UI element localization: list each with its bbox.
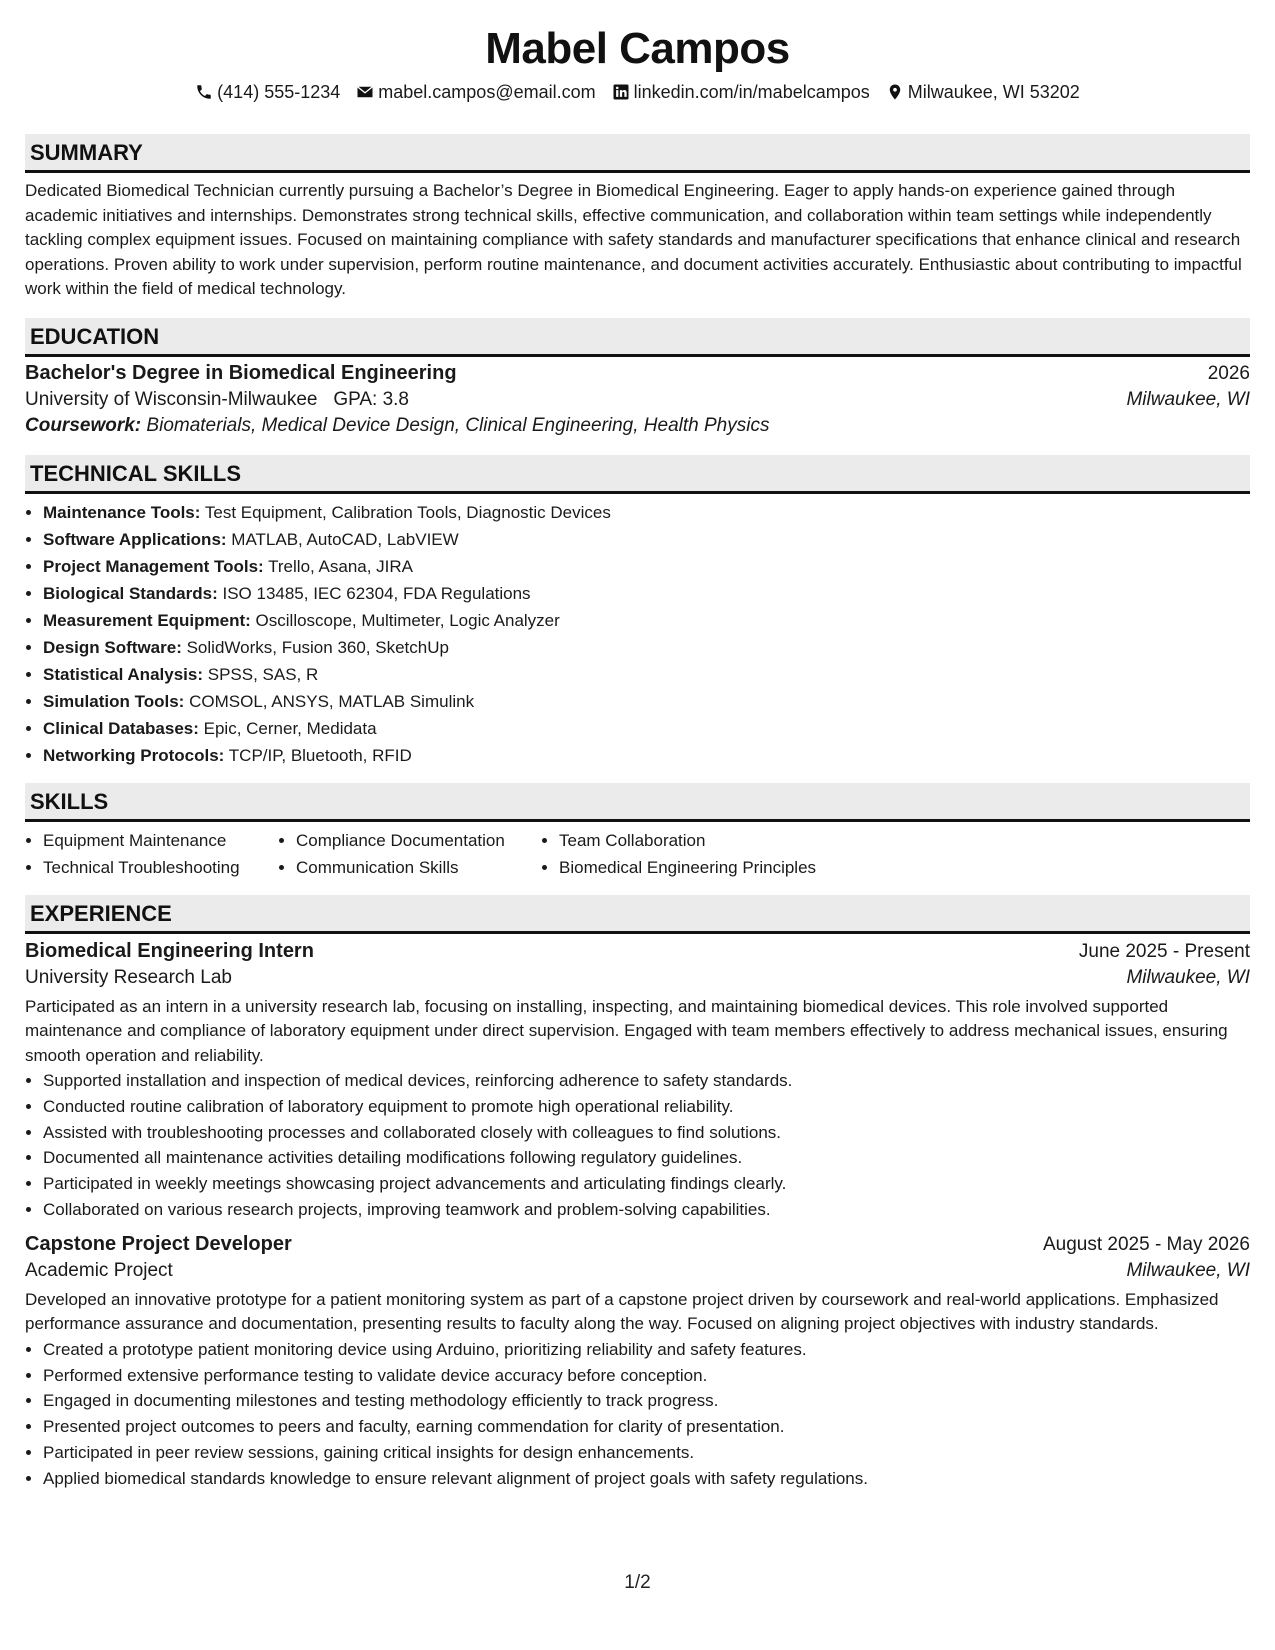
list-item: [43, 688, 1250, 715]
skill-label: Simulation Tools:: [43, 691, 185, 711]
coursework-list: Biomaterials, Medical Device Design, Clinical Engineering, Health Physics: [146, 414, 770, 436]
skill-value: SolidWorks, Fusion 360, SketchUp: [186, 637, 449, 657]
list-item: • Biomedical Engineering Principles: [559, 854, 816, 881]
list-item: • Documented all maintenance activities detailing modifications following regulatory guidelines.: [43, 1145, 1250, 1171]
skill-value: ISO 13485, IEC 62304, FDA Regulations: [222, 583, 531, 603]
job-bullets: [25, 1337, 1250, 1492]
list-item: • Performed extensive performance testing to validate device accuracy before conception.: [43, 1363, 1250, 1389]
resume-page: [25, 0, 1250, 1492]
skill-value: MATLAB, AutoCAD, LabVIEW: [231, 529, 459, 549]
skill-value: TCP/IP, Bluetooth, RFID: [228, 745, 412, 765]
degree-year: 2026: [1207, 362, 1250, 384]
phone-text: (414) 555-1234: [217, 82, 341, 102]
list-item: • Applied biomedical standards knowledge to ensure relevant alignment of project goals with safety regulations.: [43, 1466, 1250, 1492]
contact-linkedin[interactable]: [612, 78, 870, 106]
list-item: • Participated in weekly meetings showcasing project advancements and articulating findings clearly.: [43, 1171, 1250, 1197]
skill-label: Biological Standards:: [43, 583, 218, 603]
job-title-row: [25, 1233, 1250, 1256]
skills-column-2: [278, 827, 541, 881]
list-item: • Compliance Documentation: [296, 827, 541, 854]
page-number: 1/2: [624, 1572, 651, 1593]
list-item: [43, 580, 1250, 607]
phone-icon: [195, 83, 213, 101]
list-item: • Team Collaboration: [559, 827, 816, 854]
envelope-icon: [356, 83, 374, 101]
school-location: Milwaukee, WI: [1126, 388, 1250, 410]
job-entry: [25, 940, 1250, 1223]
list-item: • Communication Skills: [296, 854, 541, 881]
list-item: • Assisted with troubleshooting processes and collaborated closely with colleagues to find solutions.: [43, 1120, 1250, 1146]
experience-header: EXPERIENCE: [25, 895, 1250, 934]
map-pin-icon: [886, 83, 904, 101]
technical-skills-header: TECHNICAL SKILLS: [25, 455, 1250, 494]
skill-value: Oscilloscope, Multimeter, Logic Analyzer: [255, 610, 560, 630]
skill-label: Software Applications:: [43, 529, 227, 549]
list-item: [43, 499, 1250, 526]
education-degree-row: [25, 362, 1250, 385]
skills-column-1: [25, 827, 278, 881]
skills-header: SKILLS: [25, 783, 1250, 822]
skill-label: Design Software:: [43, 637, 182, 657]
skill-label: Networking Protocols:: [43, 745, 225, 765]
job-org: University Research Lab: [25, 966, 232, 988]
coursework-label: Coursework:: [25, 414, 142, 436]
list-item: • Equipment Maintenance: [43, 827, 278, 854]
gpa: GPA: 3.8: [333, 388, 409, 410]
skills-column-3: [541, 827, 816, 881]
summary-header: SUMMARY: [25, 134, 1250, 173]
skill-label: Measurement Equipment:: [43, 610, 251, 630]
list-item: • Created a prototype patient monitoring device using Arduino, prioritizing reliability and safety features.: [43, 1337, 1250, 1363]
school-line: [25, 389, 409, 411]
contact-location: [886, 78, 1080, 106]
education-header: EDUCATION: [25, 318, 1250, 357]
skill-label: Clinical Databases:: [43, 718, 199, 738]
skill-value: Test Equipment, Calibration Tools, Diagnostic Devices: [204, 502, 611, 522]
skill-value: Trello, Asana, JIRA: [268, 556, 414, 576]
list-item: [43, 553, 1250, 580]
contact-phone: [195, 78, 340, 106]
job-description: Participated as an intern in a university research lab, focusing on installing, inspecting, and maintaining biomedical devices. This role involved supported maintenance and compliance of laboratory equipment under direct supervision. Engaged with team members effectively to address mechanical issues, ensuring smooth operation and reliability.: [25, 996, 1228, 1065]
linkedin-link[interactable]: linkedin.com/in/mabelcampos: [633, 82, 870, 102]
list-item: • Technical Troubleshooting: [43, 854, 278, 881]
list-item: [43, 661, 1250, 688]
skill-label: Maintenance Tools:: [43, 502, 201, 522]
linkedin-icon: [612, 83, 630, 101]
skill-value: Epic, Cerner, Medidata: [203, 718, 377, 738]
list-item: • Engaged in documenting milestones and testing methodology efficiently to track progress.: [43, 1388, 1250, 1414]
job-title: Capstone Project Developer: [25, 1232, 292, 1255]
job-org-row: [25, 1260, 1250, 1282]
job-dates: June 2025 - Present: [1078, 940, 1250, 962]
list-item: [43, 634, 1250, 661]
list-item: [43, 742, 1250, 769]
job-org-row: [25, 967, 1250, 989]
list-item: • Conducted routine calibration of laboratory equipment to promote high operational reliability.: [43, 1094, 1250, 1120]
list-item: • Collaborated on various research projects, improving teamwork and problem-solving capabilities.: [43, 1197, 1250, 1223]
email-link[interactable]: mabel.campos@email.com: [378, 82, 596, 102]
location-text: Milwaukee, WI 53202: [907, 82, 1080, 102]
skills-grid: [25, 827, 1250, 881]
skill-value: SPSS, SAS, R: [207, 664, 319, 684]
job-title-row: [25, 940, 1250, 963]
school-name: University of Wisconsin-Milwaukee: [25, 388, 318, 410]
job-location: Milwaukee, WI: [1126, 966, 1250, 988]
job-org: Academic Project: [25, 1259, 173, 1281]
list-item: [43, 607, 1250, 634]
degree-title: Bachelor's Degree in Biomedical Engineering: [25, 361, 457, 384]
list-item: [43, 526, 1250, 553]
list-item: • Presented project outcomes to peers and faculty, earning commendation for clarity of presentation.: [43, 1414, 1250, 1440]
job-title: Biomedical Engineering Intern: [25, 939, 314, 962]
skill-label: Project Management Tools:: [43, 556, 264, 576]
technical-skills-list: [25, 499, 1250, 769]
summary-text: Dedicated Biomedical Technician currently pursuing a Bachelor’s Degree in Biomedical Engineering. Eager to apply hands-on experience gained through academic initiatives and internships. Demonstrates strong technical skills, effective communication, and collaboration within team settings while independently tackling complex equipment issues. Focused on maintaining compliance with safety standards and manufacturer specifications that enhance clinical and research operations. Proven ability to work under supervision, perform routine maintenance, and document activities accurately. Enthusiastic about contributing to impactful work within the field of medical technology.: [25, 181, 1242, 298]
list-item: • Supported installation and inspection of medical devices, reinforcing adherence to safety standards.: [43, 1068, 1250, 1094]
job-dates: August 2025 - May 2026: [1042, 1233, 1250, 1255]
list-item: [43, 715, 1250, 742]
education-school-row: [25, 389, 1250, 411]
skill-value: COMSOL, ANSYS, MATLAB Simulink: [189, 691, 475, 711]
list-item: • Participated in peer review sessions, gaining critical insights for design enhancements.: [43, 1440, 1250, 1466]
coursework-line: [25, 415, 1250, 437]
job-bullets: [25, 1068, 1250, 1223]
job-location: Milwaukee, WI: [1126, 1259, 1250, 1281]
contact-email[interactable]: [356, 78, 595, 106]
job-entry: [25, 1233, 1250, 1492]
contact-line: [25, 78, 1250, 106]
candidate-name: Mabel Campos: [485, 24, 790, 73]
skill-label: Statistical Analysis:: [43, 664, 203, 684]
job-description: Developed an innovative prototype for a patient monitoring system as part of a capstone project driven by coursework and real-world applications. Emphasized performance assurance and documentation, presenting results to faculty along the way. Focused on aligning project objectives with industry standards.: [25, 1289, 1219, 1334]
